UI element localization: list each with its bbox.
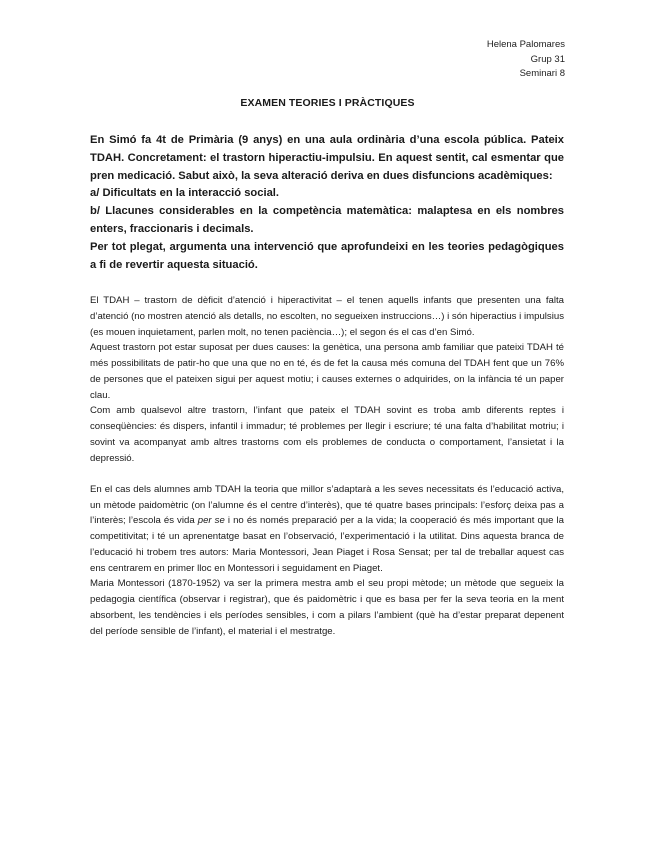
prompt-item-b: b/ Llacunes considerables en la competència matemàtica: malaptesa en els nombres enters, fraccionaris i decimals.	[90, 205, 564, 235]
prompt-item-a: a/ Dificultats en la interacció social.	[90, 187, 280, 200]
prompt-closing: Per tot plegat, argumenta una intervenció que aprofundeixi en les teories pedagògiques a fi de revertir aquesta situació.	[90, 240, 564, 271]
document-header	[487, 38, 565, 82]
answer-body	[90, 293, 564, 639]
paragraph-causes: Aquest trastorn pot estar suposat per dues causes: la genètica, una persona amb familiar que pateixi TDAH té més possibilitats de patir-ho que una que no en té, és de fet la causa més comuna del TDAH fent que un 76% de persones que el pateixen sigui per aquest motiu; i causes externes o adquirides, on la infància té un paper clau.	[90, 342, 564, 401]
paragraph-active-education-part1: En el cas dels alumnes amb TDAH la teoria que millor s’adaptarà a les seves necessitats és l’educació activa, un mètode paidomètric (on l’alumne és el centre d’interès), que té quatre bases principals: l’esforç deixa pas a l’interès; l’escola és vida	[90, 483, 564, 527]
paragraph-consequences: Com amb qualsevol altre trastorn, l’infant que pateix el TDAH sovint es troba amb diferents reptes i conseqüències: és dispers, infantil i immadur; té problemes per llegir i escriure; té una falta d’habilitat motriu; i sovint va acompanyat amb altres trastorns com els problemes de conducta o comportament, l’ansietat i la depressió.	[90, 405, 564, 464]
exam-prompt	[90, 132, 564, 274]
prompt-intro: En Simó fa 4t de Primària (9 anys) en una aula ordinària d’una escola pública. Pateix TDAH. Concretament: el trastorn hiperactiu-impulsiu. En aquest sentit, cal esmentar que pren medicació. Sabut això, la seva alteració deriva en dues disfuncions acadèmiques:	[90, 134, 564, 182]
paragraph-tdah-definition: El TDAH – trastorn de dèficit d’atenció i hiperactivitat – el tenen aquells infants que presenten una falta d’atenció (no mostren atenció als detalls, no escolten, no segueixen instruccions…) i són hiperactius i impulsius (es mouen inquietament, parlen molt, no tenen paciència…); el segon és el cas d’en Simó.	[90, 295, 564, 338]
paragraph-active-education-part2: i no és només preparació per a la vida; la cooperació és més important que la competitivitat; i té un aprenentatge basat en l’observació, l’experimentació i la utilitat. Dins aquesta branca de l’educació hi trobem tres autors: Maria Montessori, Jean Piaget i Rosa Sensat; per tal de treballar aquest cas ens centrarem en primer lloc en Montessori i seguidament en Piaget.	[90, 515, 565, 574]
paragraph-active-education	[90, 482, 564, 577]
document-title: EXAMEN TEORIES I PRÀCTIQUES	[240, 97, 415, 109]
paragraph-active-education-emphasis: per se	[197, 515, 225, 527]
seminar-label: Seminari 8	[519, 68, 565, 79]
author-name: Helena Palomares	[486, 39, 565, 50]
paragraph-montessori: Maria Montessori (1870-1952) va ser la primera mestra amb el seu propi mètode; un mètode que segueix la pedagogia científica (observar i registrar), que és paidomètric i que es basa per fer la seva teoria en la ment absorbent, les tendències i els períodes sensibles, i com a pilars l’ambient (què ha d’estar preparat depenent del període sensible de l’infant), el material i el mestratge.	[90, 578, 564, 637]
group-label: Grup 31	[530, 53, 565, 65]
